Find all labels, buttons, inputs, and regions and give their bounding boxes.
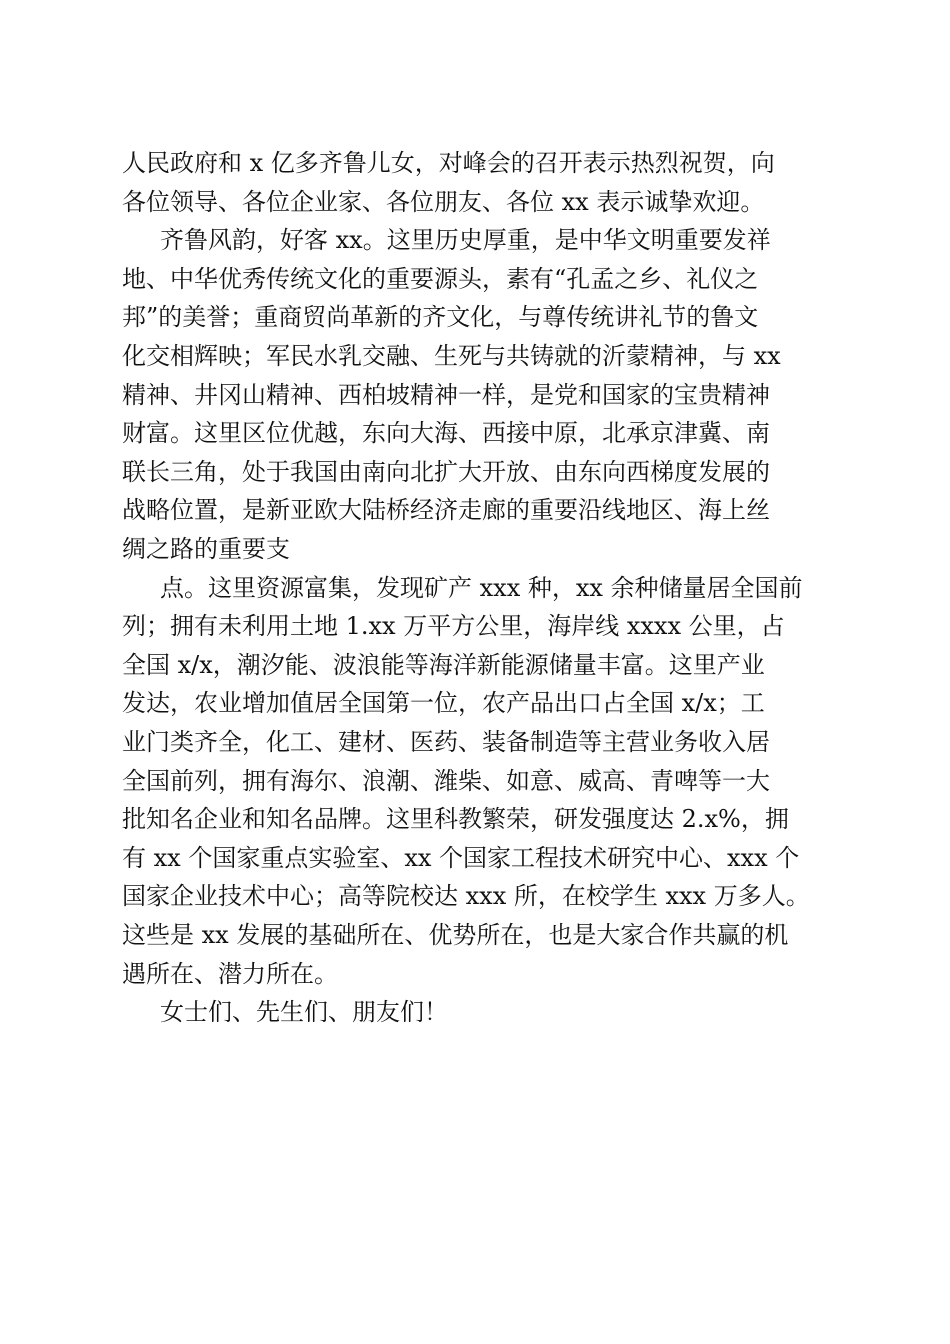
paragraph-line: 邦”的美誉；重商贸尚革新的齐文化，与尊传统讲礼节的鲁文 — [122, 303, 759, 332]
paragraph-line: 联长三角，处于我国由南向北扩大开放、由东向西梯度发展的 — [122, 457, 770, 486]
paragraph-line: 全国前列，拥有海尔、浪潮、潍柴、如意、威高、青啤等一大 — [122, 766, 770, 795]
paragraph-line: 这些是 xx 发展的基础所在、优势所在，也是大家合作共赢的机 — [122, 921, 789, 949]
paragraph-line: 业门类齐全，化工、建材、医药、装备制造等主营业务收入居 — [122, 728, 770, 756]
paragraph-line: 列；拥有未利用土地 1.xx 万平方公里，海岸线 xxxx 公里，占 — [122, 612, 785, 641]
paragraph-line: 绸之路的重要支 — [122, 535, 290, 563]
paragraph-line: 化交相辉映；军民水乳交融、生死与共铸就的沂蒙精神，与 xx — [122, 342, 781, 370]
paragraph-line: 发达，农业增加值居全国第一位，农产品出口占全国 x/x；工 — [122, 689, 765, 718]
paragraph-line: 女士们、先生们、朋友们！ — [160, 998, 448, 1027]
paragraph-line: 人民政府和 x 亿多齐鲁儿女，对峰会的召开表示热烈祝贺，向 — [122, 149, 775, 177]
paragraph-line: 全国 x/x，潮汐能、波浪能等海洋新能源储量丰富。这里产业 — [122, 650, 765, 679]
paragraph-line: 财富。这里区位优越，东向大海、西接中原，北承京津冀、南 — [122, 419, 770, 448]
paragraph-line: 批知名企业和知名品牌。这里科教繁荣，研发强度达 2.x%，拥 — [122, 805, 789, 834]
paragraph-line: 战略位置，是新亚欧大陆桥经济走廊的重要沿线地区、海上丝 — [122, 496, 770, 525]
paragraph-line: 地、中华优秀传统文化的重要源头，素有“孔孟之乡、礼仪之 — [122, 264, 759, 293]
paragraph-line: 国家企业技术中心；高等院校达 xxx 所，在校学生 xxx 万多人。 — [122, 882, 810, 911]
paragraph-line: 点。这里资源富集，发现矿产 xxx 种，xx 余种储量居全国前 — [160, 573, 803, 602]
paragraph-line: 有 xx 个国家重点实验室、xx 个国家工程技术研究中心、xxx 个 — [122, 843, 800, 872]
paragraph-line: 各位领导、各位企业家、各位朋友、各位 xx 表示诚挚欢迎。 — [122, 187, 765, 216]
paragraph-line: 遇所在、潜力所在。 — [122, 959, 338, 988]
paragraph-line: 精神、井冈山精神、西柏坡精神一样，是党和国家的宝贵精神 — [122, 380, 770, 409]
paragraph-line: 齐鲁风韵，好客 xx。这里历史厚重，是中华文明重要发祥 — [160, 226, 771, 255]
